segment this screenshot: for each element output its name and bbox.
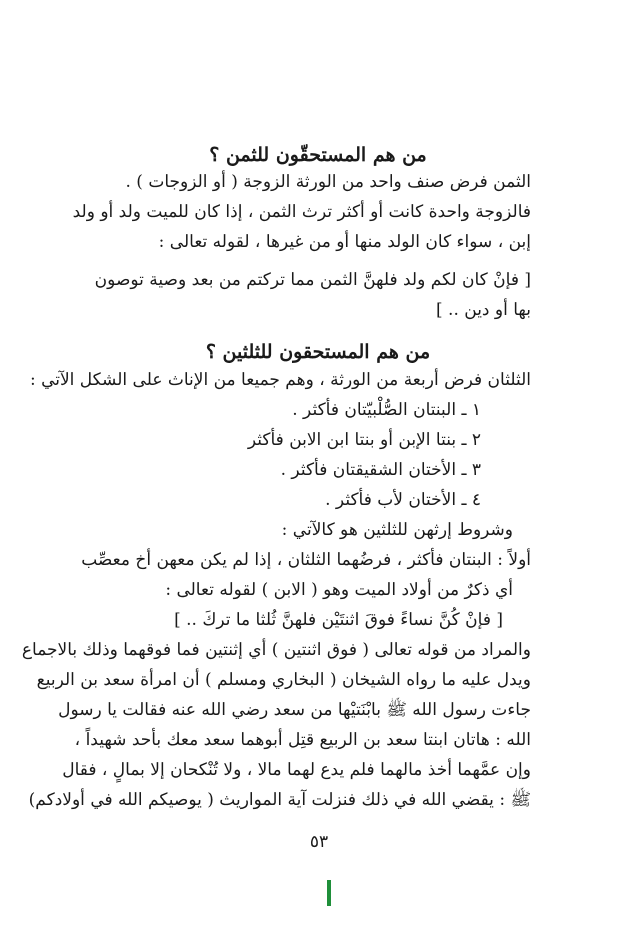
paragraph-line: أي ذكرٌ من أولاد الميت وهو ( الابن ) لقوله تعالى : [165, 580, 513, 600]
list-item: ٤ ـ الأختان لأب فأكثر . [325, 490, 481, 510]
paragraph-line: ويدل عليه ما رواه الشيخان ( البخاري ومسلم ) أن امرأة سعد بن الربيع [36, 670, 531, 690]
section-eighth [72, 167, 531, 325]
heading-eighth-heirs: من هم المستحقّون للثمن ؟ [209, 144, 427, 166]
quran-verse-line: [ فإنْ كان لكم ولد فلهنَّ الثمن مما تركتم من بعد وصية توصون [94, 270, 531, 290]
text-cursor-mark [327, 880, 331, 906]
paragraph-line: جاءت رسول الله ﷺ بابْنَتيْها من سعد رضي الله عنه فقالت يا رسول [58, 700, 531, 720]
paragraph-line: إبن ، سواء كان الولد منها أو من غيرها ، لقوله تعالى : [158, 232, 531, 252]
list-item: ٢ ـ بنتا الإبن أو بنتا ابن الابن فأكثر [247, 430, 481, 450]
paragraph-line: الثلثان فرض أربعة من الورثة ، وهم جميعا من الإناث على الشكل الآتي : [29, 370, 531, 390]
section-two-thirds [21, 365, 531, 815]
list-item: ١ ـ البنتان الصُّلْبيّتان فأكثر . [292, 400, 481, 420]
quran-verse-line: [ فإنْ كُنَّ نساءً فوقَ اثنتَيْن فلهنَّ ثُلثا ما تركَ .. ] [174, 610, 503, 630]
list-item: ٣ ـ الأختان الشقيقتان فأكثر . [280, 460, 481, 480]
paragraph-line: ﷺ : يقضي الله في ذلك فنزلت آية المواريث ( يوصيكم الله في أولادكم) [28, 790, 531, 810]
paragraph-line: أولاً : البنتان فأكثر ، فرضُهما الثلثان ، إذا لم يكن معهن أخ معصِّب [81, 550, 531, 570]
heading-two-thirds-heirs: من هم المستحقون للثلثين ؟ [205, 341, 431, 363]
paragraph-line: وشروط إرثهن للثلثين هو كالآتي : [281, 520, 513, 540]
paragraph-line: وإن عمَّهما أخذ مالهما فلم يدع لهما مالا ، ولا تُنْكحان إلا بمالٍ ، فقال [62, 760, 531, 780]
paragraph-line: والمراد من قوله تعالى ( فوق اثنتين ) أي إثنتين فما فوقهما وذلك بالاجماع [21, 640, 531, 660]
paragraph-line: الثمن فرض صنف واحد من الورثة الزوجة ( أو الزوجات ) . [125, 172, 531, 192]
paragraph-line: فالزوجة واحدة كانت أو أكثر ترث الثمن ، إذا كان للميت ولد أو ولد [72, 202, 531, 222]
quran-verse-line: بها أو دين .. ] [436, 300, 531, 320]
page-number: ٥٣ [309, 832, 329, 852]
paragraph-line: الله : هاتان ابنتا سعد بن الربيع قتِل أبوهما سعد معك بأحد شهيداً ، [74, 730, 531, 750]
